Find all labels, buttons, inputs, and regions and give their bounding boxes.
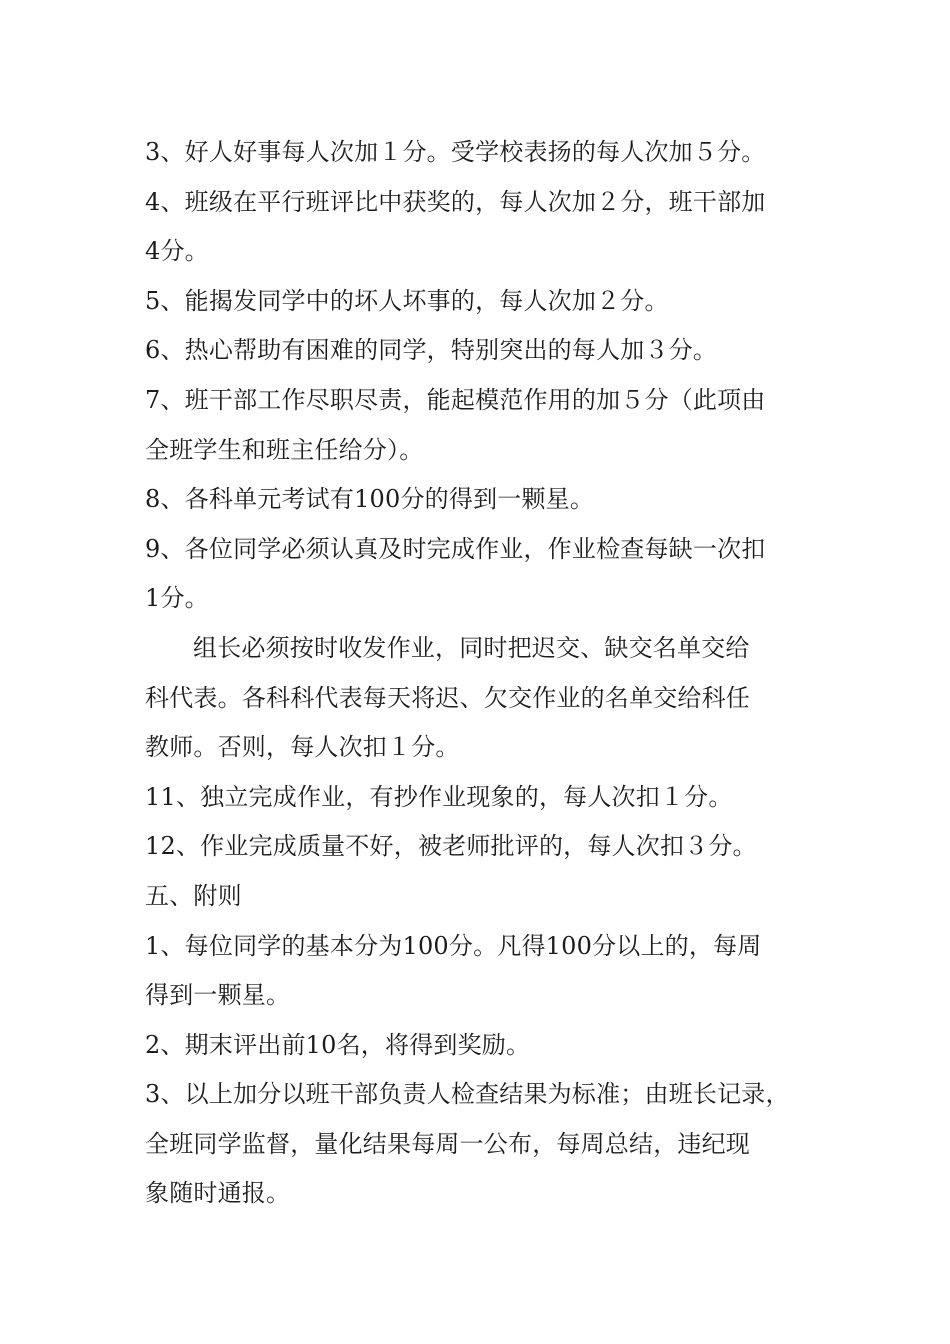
appendix-3-line-3: 象随时通报。 [145,1179,291,1208]
appendix-1-line-2: 得到一颗星。 [145,981,291,1010]
paragraph-line-3: 教师。否则，每人次扣１分。 [145,733,460,762]
rule-3-line: 3、好人好事每人次加１分。受学校表扬的每人次加５分。 [145,138,766,166]
appendix-2-line: 2、期末评出前10名，将得到奖励。 [145,1030,531,1059]
rule-9-line-1: 9、各位同学必须认真及时完成作业，作业检查每缺一次扣 [145,534,766,563]
section-heading: 五、附则 [145,881,242,910]
rule-4-line-2: 4分。 [145,237,209,266]
appendix-1-line-1: 1、每位同学的基本分为100分。凡得100分以上的，每周 [145,931,762,960]
rule-12-line: 12、作业完成质量不好，被老师批评的，每人次扣３分。 [145,832,757,861]
rule-6-line: 6、热心帮助有困难的同学，特别突出的每人加３分。 [145,336,718,365]
paragraph-line-2: 科代表。各科科代表每天将迟、欠交作业的名单交给科任 [145,683,750,712]
rule-11-line: 11、独立完成作业，有抄作业现象的，每人次扣１分。 [145,782,733,811]
appendix-3-line-1: 3、以上加分以班干部负责人检查结果为标准；由班长记录， [145,1080,790,1109]
rule-7-line-2: 全班学生和班主任给分）。 [145,435,424,464]
rule-4-line-1: 4、班级在平行班评比中获奖的，每人次加２分，班干部加 [145,187,766,216]
rule-5-line: 5、能揭发同学中的坏人坏事的，每人次加２分。 [145,286,669,315]
appendix-3-line-2: 全班同学监督，量化结果每周一公布，每周总结，违纪现 [145,1129,750,1158]
rule-8-line: 8、各科单元考试有100分的得到一颗星。 [145,485,595,514]
rule-7-line-1: 7、班干部工作尽职尽责，能起模范作用的加５分（此项由 [145,385,766,414]
document-body [145,128,815,1219]
paragraph-line-1: 组长必须按时收发作业，同时把迟交、缺交名单交给 [193,633,750,662]
rule-9-line-2: 1分。 [145,584,209,613]
